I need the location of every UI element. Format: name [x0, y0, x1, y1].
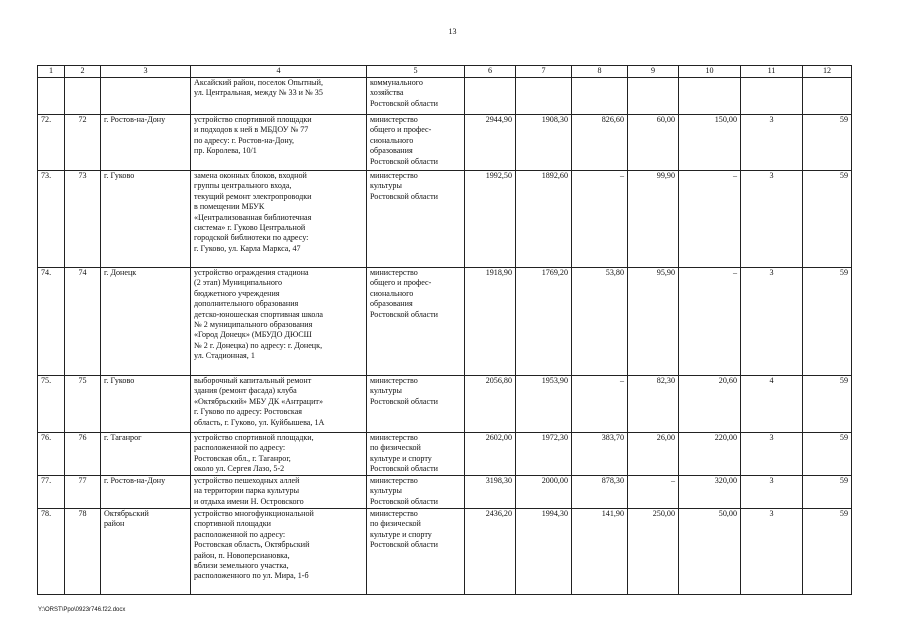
cell-col-5: коммунального хозяйства Ростовской области: [367, 78, 465, 115]
cell-col-3: г. Гуково: [101, 376, 191, 433]
projects-table: [37, 65, 852, 595]
cell-col-9: 99,90: [628, 171, 679, 268]
cell-col-9: 250,00: [628, 509, 679, 595]
cell-col-10: 50,00: [679, 509, 741, 595]
page-number: 13: [448, 27, 457, 36]
cell-col-9: 82,30: [628, 376, 679, 433]
cell-col-2: 75: [65, 376, 101, 433]
column-header-5: 5: [367, 66, 465, 78]
cell-col-5: министерство культуры Ростовской области: [367, 476, 465, 509]
cell-col-2: 76: [65, 433, 101, 476]
cell-col-7: 1769,20: [516, 268, 572, 376]
cell-col-1: [38, 78, 65, 115]
cell-col-3: Октябрьский район: [101, 509, 191, 595]
column-header-4: 4: [191, 66, 367, 78]
column-header-12: 12: [803, 66, 852, 78]
column-header-8: 8: [572, 66, 628, 78]
cell-col-4: замена оконных блоков, входной группы центрального входа, текущий ремонт электропроводки в помещении МБУК «Централизованная библиотечная система» г. Гуково Центральной городской библиотеки по адресу: г. Гуково, ул. Карла Маркса, 47: [191, 171, 367, 268]
cell-col-12: 59: [803, 115, 852, 171]
cell-col-9: 26,00: [628, 433, 679, 476]
cell-col-3: г. Гуково: [101, 171, 191, 268]
table-row: [38, 78, 852, 115]
cell-col-8: 383,70: [572, 433, 628, 476]
cell-col-2: 78: [65, 509, 101, 595]
cell-col-4: устройство спортивной площадки и подходов к ней в МБДОУ № 77 по адресу: г. Ростов-на-Дону, пр. Королева, 10/1: [191, 115, 367, 171]
cell-col-2: 77: [65, 476, 101, 509]
cell-col-11: 3: [741, 268, 803, 376]
cell-col-10: 20,60: [679, 376, 741, 433]
cell-col-11: 3: [741, 509, 803, 595]
cell-col-12: 59: [803, 476, 852, 509]
cell-col-2: 73: [65, 171, 101, 268]
cell-col-4: устройство ограждения стадиона (2 этап) Муниципального бюджетного учреждения дополнительного образования детско-юношеская спортивная школа № 2 муниципального образования «Город Донецк» (МБУДО ДЮСШ № 2 г. Донецка) по адресу: г. Донецк, ул. Стадионная, 1: [191, 268, 367, 376]
cell-col-8: 826,60: [572, 115, 628, 171]
cell-col-10: [679, 78, 741, 115]
cell-col-9: 60,00: [628, 115, 679, 171]
cell-col-5: министерство культуры Ростовской области: [367, 376, 465, 433]
cell-col-6: 1918,90: [465, 268, 516, 376]
table-row: [38, 376, 852, 433]
cell-col-6: 2602,00: [465, 433, 516, 476]
cell-col-6: 2944,90: [465, 115, 516, 171]
cell-col-6: 2436,20: [465, 509, 516, 595]
table-row: [38, 268, 852, 376]
cell-col-5: министерство общего и профес- сионального образования Ростовской области: [367, 115, 465, 171]
cell-col-11: 4: [741, 376, 803, 433]
cell-col-1: 78.: [38, 509, 65, 595]
cell-col-6: 2056,80: [465, 376, 516, 433]
cell-col-8: [572, 78, 628, 115]
cell-col-12: 59: [803, 376, 852, 433]
cell-col-11: 3: [741, 433, 803, 476]
cell-col-12: [803, 78, 852, 115]
cell-col-8: 141,90: [572, 509, 628, 595]
cell-col-12: 59: [803, 509, 852, 595]
cell-col-4: выборочный капитальный ремонт здания (ремонт фасада) клуба «Октябрьский» МБУ ДК «Антрацит» г. Гуково по адресу: Ростовская область, г. Гуково, ул. Куйбышева, 1А: [191, 376, 367, 433]
cell-col-7: 1908,30: [516, 115, 572, 171]
cell-col-6: 1992,50: [465, 171, 516, 268]
cell-col-3: г. Ростов-на-Дону: [101, 476, 191, 509]
table-row: [38, 171, 852, 268]
cell-col-1: 75.: [38, 376, 65, 433]
cell-col-1: 74.: [38, 268, 65, 376]
column-header-3: 3: [101, 66, 191, 78]
cell-col-12: 59: [803, 268, 852, 376]
column-header-11: 11: [741, 66, 803, 78]
cell-col-5: министерство по физической культуре и спорту Ростовской области: [367, 509, 465, 595]
cell-col-4: устройство спортивной площадки, расположенной по адресу: Ростовская обл., г. Таганрог, около ул. Сергея Лазо, 5-2: [191, 433, 367, 476]
cell-col-5: министерство общего и профес- сионального образования Ростовской области: [367, 268, 465, 376]
header-row: [38, 66, 852, 78]
cell-col-11: 3: [741, 171, 803, 268]
cell-col-7: 1972,30: [516, 433, 572, 476]
cell-col-5: министерство по физической культуре и спорту Ростовской области: [367, 433, 465, 476]
cell-col-4: устройство многофункциональной спортивной площадки расположенной по адресу: Ростовская область, Октябрьский район, п. Новоперсиановка, вблизи земельного участка, расположенного по ул. Мира, 1-б: [191, 509, 367, 595]
cell-col-2: [65, 78, 101, 115]
cell-col-9: 95,90: [628, 268, 679, 376]
cell-col-3: г. Таганрог: [101, 433, 191, 476]
cell-col-1: 73.: [38, 171, 65, 268]
table-row: [38, 476, 852, 509]
cell-col-7: 1892,60: [516, 171, 572, 268]
table-row: [38, 433, 852, 476]
column-header-6: 6: [465, 66, 516, 78]
cell-col-3: [101, 78, 191, 115]
cell-col-5: министерство культуры Ростовской области: [367, 171, 465, 268]
column-header-10: 10: [679, 66, 741, 78]
cell-col-3: г. Донецк: [101, 268, 191, 376]
cell-col-11: 3: [741, 476, 803, 509]
cell-col-9: [628, 78, 679, 115]
cell-col-10: 320,00: [679, 476, 741, 509]
cell-col-7: 1994,30: [516, 509, 572, 595]
cell-col-1: 76.: [38, 433, 65, 476]
cell-col-10: 150,00: [679, 115, 741, 171]
table-row: [38, 115, 852, 171]
cell-col-12: 59: [803, 433, 852, 476]
cell-col-9: –: [628, 476, 679, 509]
cell-col-1: 72.: [38, 115, 65, 171]
cell-col-4: Аксайский район, поселок Опытный, ул. Центральная, между № 33 и № 35: [191, 78, 367, 115]
cell-col-6: [465, 78, 516, 115]
cell-col-8: –: [572, 376, 628, 433]
cell-col-10: 220,00: [679, 433, 741, 476]
cell-col-7: 2000,00: [516, 476, 572, 509]
cell-col-8: 53,80: [572, 268, 628, 376]
cell-col-8: 878,30: [572, 476, 628, 509]
cell-col-3: г. Ростов-на-Дону: [101, 115, 191, 171]
cell-col-12: 59: [803, 171, 852, 268]
column-header-7: 7: [516, 66, 572, 78]
cell-col-8: –: [572, 171, 628, 268]
cell-col-7: [516, 78, 572, 115]
column-header-2: 2: [65, 66, 101, 78]
cell-col-4: устройство пешеходных аллей на территории парка культуры и отдыха имени Н. Островского: [191, 476, 367, 509]
table-row: [38, 509, 852, 595]
cell-col-11: [741, 78, 803, 115]
cell-col-6: 3198,30: [465, 476, 516, 509]
cell-col-10: –: [679, 268, 741, 376]
cell-col-7: 1953,90: [516, 376, 572, 433]
file-path-footer: Y:\ORST\Ppo\0923r746.f22.docx: [38, 607, 126, 613]
cell-col-2: 74: [65, 268, 101, 376]
cell-col-2: 72: [65, 115, 101, 171]
column-header-1: 1: [38, 66, 65, 78]
cell-col-1: 77.: [38, 476, 65, 509]
cell-col-11: 3: [741, 115, 803, 171]
column-header-9: 9: [628, 66, 679, 78]
cell-col-10: –: [679, 171, 741, 268]
